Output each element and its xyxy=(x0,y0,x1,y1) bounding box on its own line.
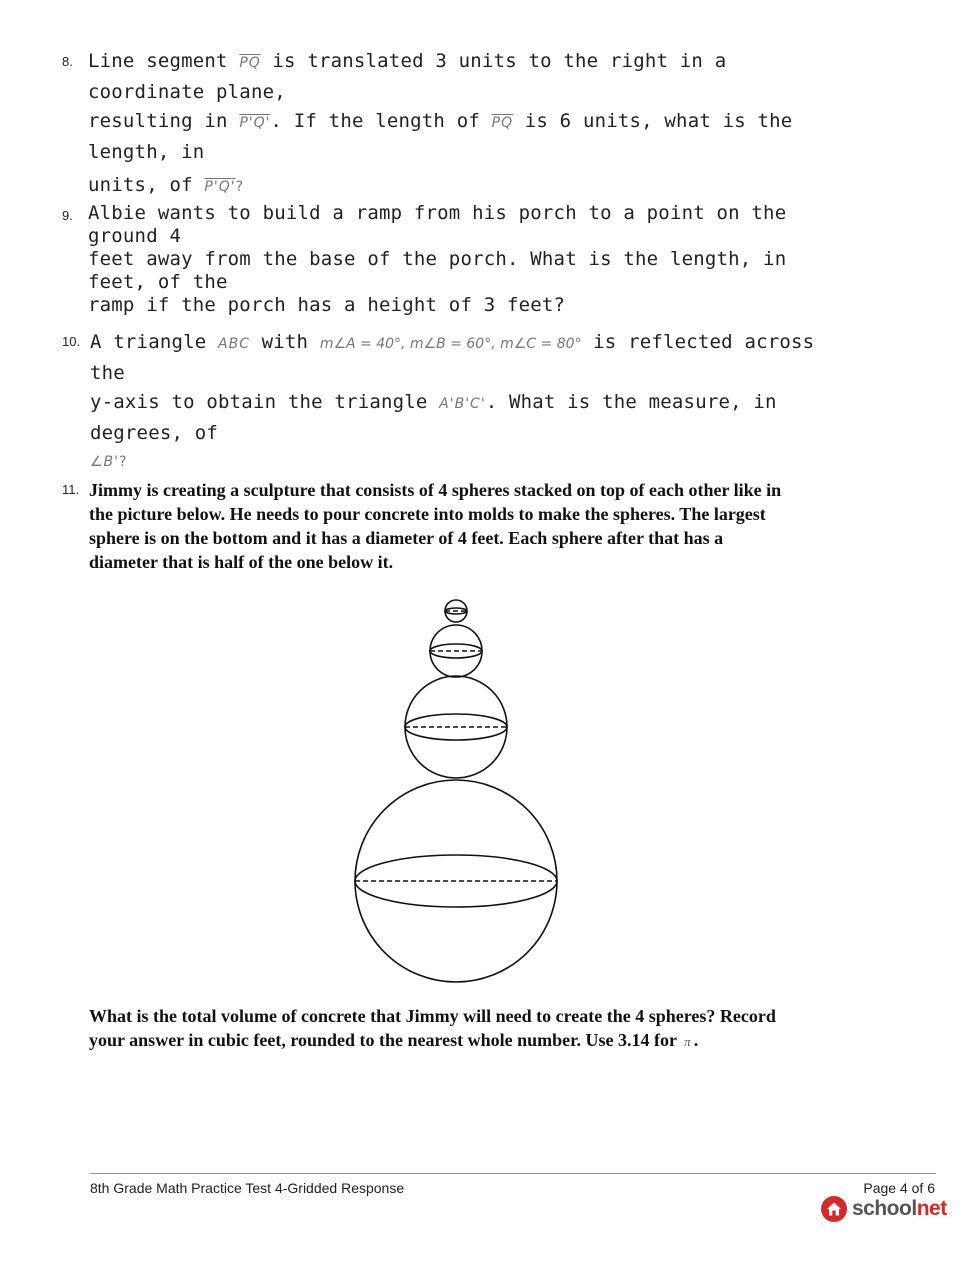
question-text xyxy=(89,478,839,574)
text-run: units, of xyxy=(88,174,193,196)
question-line: ramp if the porch has a height of 3 feet? xyxy=(88,294,566,316)
question-line xyxy=(90,448,850,474)
question-line: diameter that is half of the one below it. xyxy=(89,552,394,572)
text-run: . xyxy=(693,1030,699,1050)
question-number: 11. xyxy=(62,482,80,497)
question-line xyxy=(88,47,838,107)
question-line: sphere is on the bottom and it has a diameter of 4 feet. Each sphere after that has a xyxy=(89,528,724,548)
text-run: A triangle xyxy=(90,331,207,353)
question-text xyxy=(90,328,850,474)
text-run: resulting in xyxy=(88,110,228,132)
question-line: What is the total volume of concrete that Jimmy will need to create the 4 spheres? Record xyxy=(89,1006,776,1026)
question-line xyxy=(88,171,838,202)
footer-title: 8th Grade Math Practice Test 4-Gridded Response xyxy=(90,1180,405,1196)
question-line xyxy=(90,328,850,388)
page-indicator: Page 4 of 6 xyxy=(863,1180,935,1196)
question-line: the picture below. He needs to pour concrete into molds to make the spheres. The largest xyxy=(89,504,766,524)
math-term: $\overline{PQ}$ xyxy=(491,115,514,131)
math-term: A'B'C' xyxy=(439,396,486,412)
text-run: your answer in cubic feet, rounded to the nearest whole number. Use 3.14 for xyxy=(89,1030,677,1050)
text-run: is reflected across the xyxy=(90,331,815,384)
text-run: is 6 units, what is the length, in xyxy=(88,110,793,163)
question-line xyxy=(90,388,850,448)
question-number: 9. xyxy=(62,208,73,223)
schoolnet-logo xyxy=(821,1196,947,1222)
text-run: y-axis to obtain the triangle xyxy=(90,391,428,413)
pi-symbol: π xyxy=(684,1034,691,1049)
math-term: $\overline{PQ}$ xyxy=(239,55,261,71)
question-number: 8. xyxy=(62,54,73,69)
text-run: Line segment xyxy=(88,50,228,72)
math-term: m∠A = 40°, m∠B = 60°, m∠C = 80° xyxy=(319,336,582,352)
logo-text-school: school xyxy=(852,1197,917,1220)
math-term: ABC xyxy=(218,336,250,352)
question-text xyxy=(88,202,838,317)
question-line: feet away from the base of the porch. What is the length, in feet, of the xyxy=(88,248,787,293)
question-line xyxy=(89,1028,849,1054)
math-term: P'Q' xyxy=(204,179,236,195)
footer-divider xyxy=(90,1173,936,1174)
question-line: Jimmy is creating a sculpture that consists of 4 spheres stacked on top of each other like in xyxy=(89,480,782,500)
logo-wordmark xyxy=(852,1197,947,1221)
text-run: ? xyxy=(119,454,127,470)
house-icon xyxy=(821,1196,847,1222)
question-line xyxy=(88,107,838,167)
question-line: Albie wants to build a ramp from his porch to a point on the ground 4 xyxy=(88,202,787,247)
logo-text-net: net xyxy=(916,1197,947,1220)
math-term: ∠B' xyxy=(90,454,120,470)
math-term: P'Q' xyxy=(239,115,271,131)
question-prompt xyxy=(89,1004,849,1054)
stacked-spheres-figure xyxy=(350,594,562,986)
question-text xyxy=(88,47,838,202)
text-run: is translated 3 units to the right in a coordinate plane, xyxy=(88,50,727,103)
text-run: with xyxy=(261,331,309,353)
text-run: . What is the measure, in degrees, of xyxy=(90,391,777,444)
question-number: 10. xyxy=(62,334,81,349)
text-run: ? xyxy=(235,179,244,195)
text-run: . If the length of xyxy=(270,110,480,132)
